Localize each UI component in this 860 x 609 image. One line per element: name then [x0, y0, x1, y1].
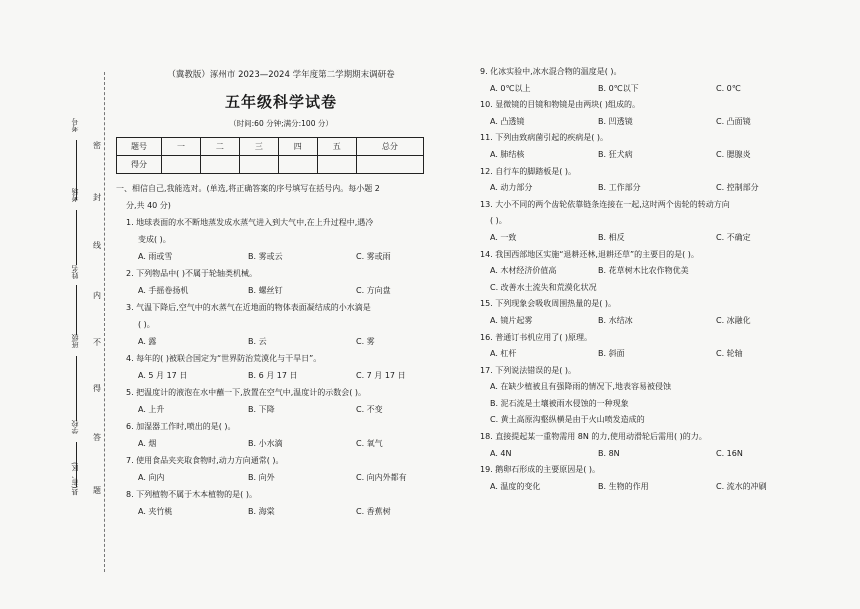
score-header-cell: 总分: [356, 138, 423, 156]
score-header-cell: 四: [278, 138, 317, 156]
question: 6. 加湿器工作时,喷出的是( )。: [126, 422, 236, 431]
question: 13. 大小不同的两个齿轮依靠链条连接在一起,这时两个齿轮的转动方向: [480, 199, 730, 209]
score-cell: [200, 156, 239, 174]
exam-number-label: 考号: [71, 118, 79, 132]
school-label: 学校: [71, 420, 79, 434]
question: 18. 直接提起某一重物需用 8N 的力,使用动滑轮后需用( )的力。: [480, 432, 707, 442]
score-cell: [239, 156, 278, 174]
question-options: A. 一致 B. 相反 C. 不确定: [490, 232, 751, 242]
question-options: A. 雨或雪 B. 雾或云 C. 雾或雨: [138, 252, 391, 261]
left-column: [116, 64, 446, 520]
score-cell: [356, 156, 423, 174]
question: 12. 自行车的脚踏板是( )。: [480, 166, 577, 176]
question: 11. 下列由致病菌引起的疾病是( )。: [480, 133, 609, 143]
page-title: 五年级科学试卷: [224, 93, 337, 111]
binding-margin: [0, 0, 112, 609]
score-cell: [162, 156, 201, 174]
class-label: 班级: [71, 334, 79, 348]
question-options: A. 手摇卷扬机 B. 螺丝钉 C. 方向盘: [138, 286, 391, 295]
question: 16. 普通订书机应用了( )原理。: [480, 332, 593, 342]
question-option: C. 改善水土流失和荒漠化状况: [490, 282, 597, 292]
question: 8. 下列植物不属于木本植物的是( )。: [126, 490, 257, 499]
fold-char: 得: [93, 384, 101, 393]
name-label: 姓名: [71, 265, 79, 279]
question-options: A. 肺结核 B. 狂犬病 C. 腮腺炎: [490, 149, 751, 159]
right-column: [480, 64, 840, 495]
exam-room-label: 考场: [71, 188, 79, 202]
score-cell: [278, 156, 317, 174]
question-options: A. 凸透镜 B. 凹透镜 C. 凸面镜: [490, 116, 751, 126]
question-options: A. 木材经济价值高 B. 花草树木比农作物优美: [490, 266, 689, 276]
question-options: A. 温度的变化 B. 生物的作用 C. 流水的冲刷: [490, 481, 767, 491]
question-options: A. 镜片起雾 B. 水结冰 C. 冰融化: [490, 315, 751, 325]
question-options: A. 5 月 17 日 B. 6 月 17 日 C. 7 月 17 日: [138, 371, 406, 380]
question: 17. 下列说法错误的是( )。: [480, 365, 577, 375]
score-header-cell: 题号: [117, 138, 162, 156]
question-options: A. 杠杆 B. 斜面 C. 轮轴: [490, 349, 743, 359]
score-header-cell: 三: [239, 138, 278, 156]
fold-char: 线: [93, 241, 101, 250]
question: 2. 下列物品中( )不属于轮轴类机械。: [126, 269, 257, 278]
question-option: B. 泥石流是土壤被雨水侵蚀的一种现象: [490, 398, 629, 408]
question: 10. 显微镜的目镜和物镜是由两块( )组成的。: [480, 100, 641, 110]
score-cell: [317, 156, 356, 174]
question-options: A. 向内 B. 向外 C. 向内外都有: [138, 473, 407, 482]
section-heading: 一、相信自己,我能选对。(单选,将正确答案的序号填写在括号内。每小题 2 分,共 40 分): [116, 184, 380, 210]
score-header-cell: 一: [162, 138, 201, 156]
question-option: C. 黄土高原沟壑纵横是由于火山喷发造成的: [490, 415, 645, 425]
question: 3. 气温下降后,空气中的水蒸气在近地面的物体表面凝结成的小水滴是 ( )。: [126, 303, 371, 329]
question: 9. 化冰实验中,冰水混合物的温度是( )。: [480, 67, 622, 76]
question: 4. 每年的( )被联合国定为“世界防治荒漠化与干旱日”。: [126, 354, 322, 363]
question-options: A. 夹竹桃 B. 海棠 C. 香蕉树: [138, 507, 391, 516]
fold-char: 内: [93, 291, 101, 300]
fold-char: 不: [93, 338, 101, 347]
question-continuation: ( )。: [490, 216, 507, 226]
score-table: [116, 137, 424, 174]
question-options: A. 动力部分 B. 工作部分 C. 控制部分: [490, 183, 759, 193]
question: 19. 鹅卵石形成的主要原因是( )。: [480, 465, 601, 475]
fold-char: 答: [93, 433, 101, 442]
question-options: A. 4N B. 8N C. 16N: [490, 448, 743, 458]
question: 7. 使用食品夹夹取食物时,动力方向通常( )。: [126, 456, 284, 465]
question-options: A. 露 B. 云 C. 雾: [138, 337, 375, 346]
fold-char: 题: [93, 486, 101, 495]
question-options: A. 上升 B. 下降 C. 不变: [138, 405, 383, 414]
question-options: A. 0℃以上 B. 0℃以下 C. 0℃: [490, 83, 741, 93]
fold-char: 密: [93, 141, 101, 150]
exam-header: （冀教版）涿州市 2023—2024 学年度第二学期期末调研卷: [167, 70, 395, 80]
score-header-cell: 五: [317, 138, 356, 156]
score-header-cell: 二: [200, 138, 239, 156]
cut-line: [104, 72, 105, 572]
question: 5. 把温度计的液泡在水中蘸一下,放置在空气中,温度计的示数会( )。: [126, 388, 367, 397]
question: 1. 地球表面的水不断地蒸发成水蒸气进入到大气中,在上升过程中,遇冷 变成( )。: [126, 218, 374, 244]
question-option: A. 在缺少植被且有强降雨的情况下,地表容易被侵蚀: [490, 382, 671, 392]
county-label: 县(市、区): [71, 462, 79, 496]
question: 15. 下列现象会吸收周围热量的是( )。: [480, 299, 617, 309]
exam-info: （时间:60 分钟;满分:100 分）: [229, 119, 333, 128]
question: 14. 我国西部地区实施“退耕还林,退耕还草”的主要目的是( )。: [480, 249, 699, 259]
score-label-cell: 得分: [117, 156, 162, 174]
question-options: A. 烟 B. 小水滴 C. 氧气: [138, 439, 383, 448]
fold-char: 封: [93, 193, 101, 202]
